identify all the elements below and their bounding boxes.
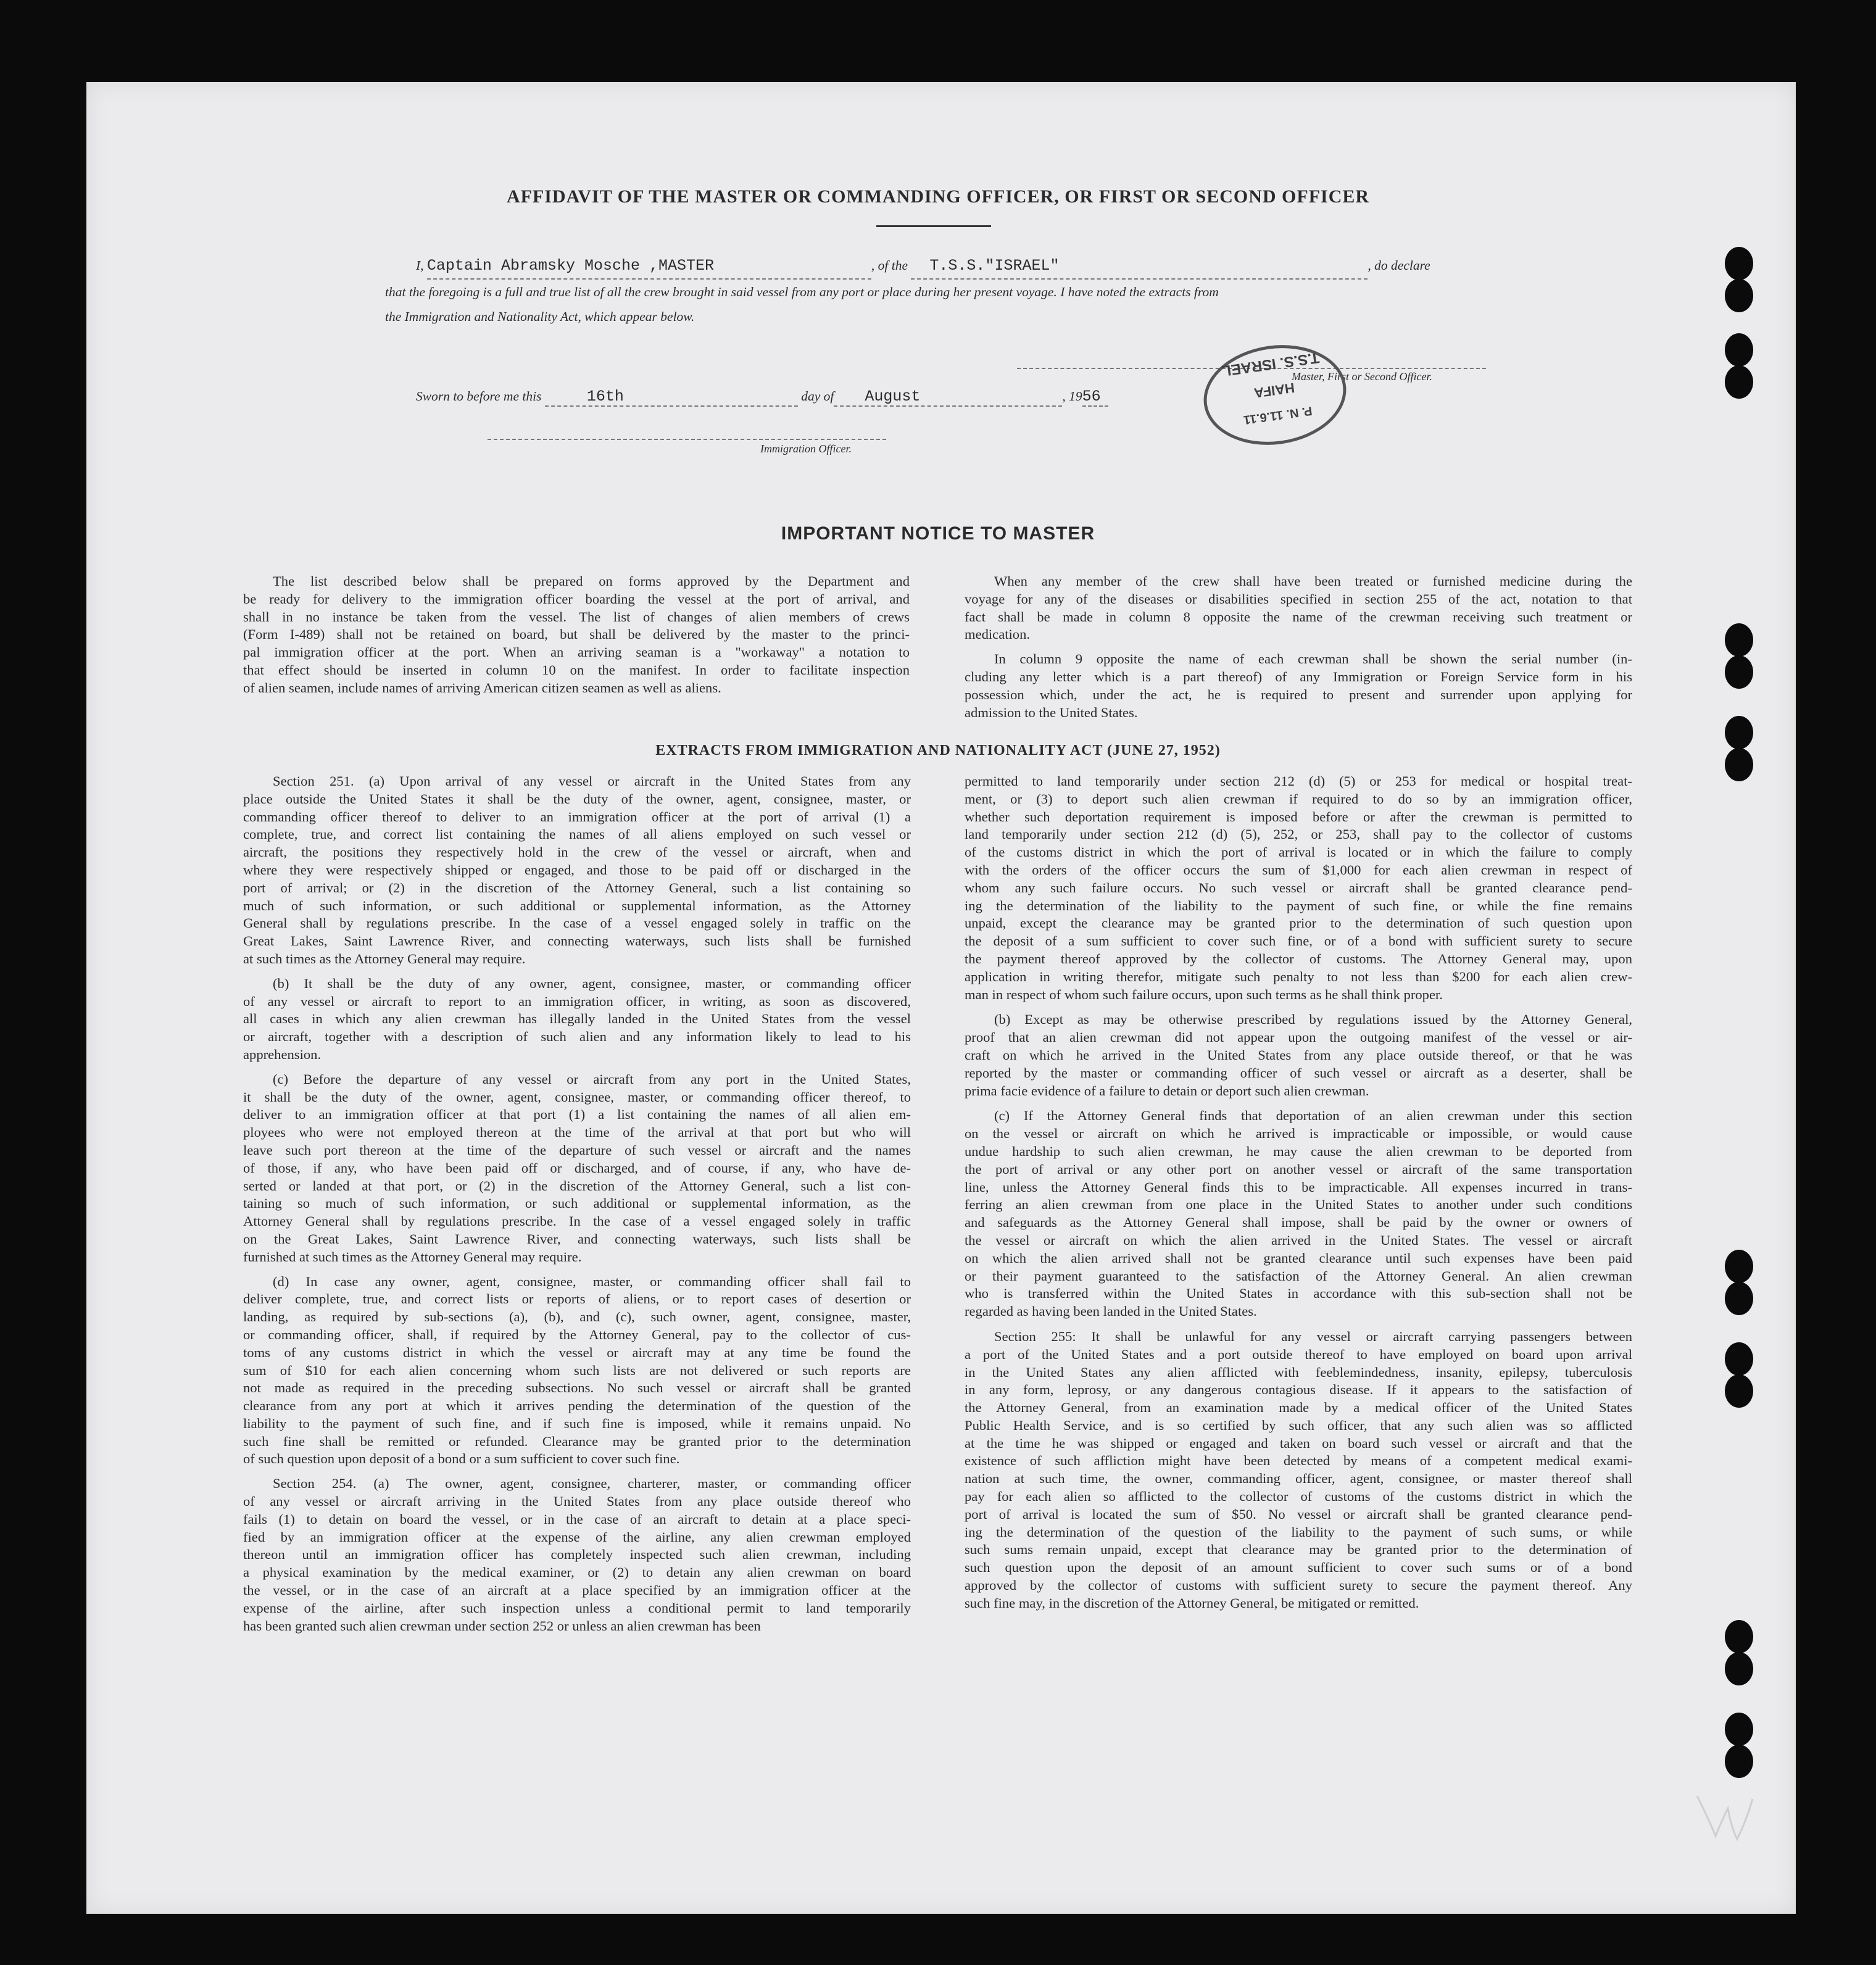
binder-hole bbox=[1725, 623, 1753, 692]
text-line: port of arrival; or (2) in the discretion of the Attorney General, such a list containing so bbox=[243, 879, 911, 895]
officer-signature-line bbox=[488, 439, 886, 440]
text-line: pay for each alien so afflicted to the collector of customs of the customs district in which the bbox=[965, 1489, 1632, 1505]
text-line: toms of any customs district in which the vessel or aircraft may at any time be found the bbox=[243, 1344, 911, 1360]
text-line: on the Great Lakes, Saint Lawrence River, and connecting waterways, such lists shall be bbox=[243, 1231, 911, 1247]
text-line: line, unless the Attorney General finds this to be impracticable. All expenses incurred in trans- bbox=[965, 1179, 1632, 1195]
declaration bbox=[385, 253, 1490, 329]
text-line: voyage for any of the diseases or disabilities specified in section 255 of the act, notation to that bbox=[965, 591, 1632, 607]
text-line: ment, or (3) to deport such alien crewman if required to do so by an immigration officer, bbox=[965, 791, 1632, 807]
text-line: liability to the payment of such fine, and if such fine is imposed, while it remains unpaid. No bbox=[243, 1415, 911, 1431]
text-line: shall in no instance be taken from the vessel. The list of changes of alien members of crews bbox=[243, 609, 910, 625]
text-line: leave such port thereon at the time of the departure of such vessel or aircraft and the names bbox=[243, 1142, 911, 1158]
text-line: (b) Except as may be otherwise prescribed by regulations issued by the Attorney General, bbox=[994, 1012, 1632, 1028]
paragraph bbox=[965, 773, 1632, 1003]
vessel-name: T.S.S."ISRAEL" bbox=[929, 257, 1060, 275]
paragraph bbox=[965, 573, 1632, 644]
text-line: that effect should be inserted in column 10 on the manifest. In order to facilitate inspection bbox=[243, 662, 910, 678]
text-line: expense of the airline, after such inspection unless a conditional permit to land temporarily bbox=[243, 1600, 911, 1616]
text-line: apprehension. bbox=[243, 1046, 322, 1062]
text-line: in the United States any alien afflicted with feeblemindedness, insanity, epilepsy, tuberculosis bbox=[965, 1364, 1632, 1380]
text-line: cluding any letter which is a part thereof) of any Immigration or Foreign Service form in his bbox=[965, 668, 1632, 684]
text-line: the vessel or aircraft on which the alien arrived in the United States. The vessel or aircraft bbox=[965, 1232, 1632, 1248]
text-line: the port of arrival or any other port on another vessel or aircraft of the same transportation bbox=[965, 1161, 1632, 1177]
text-line: such fine shall be remitted or refunded. Clearance may be granted prior to the determination bbox=[243, 1433, 911, 1449]
text-line: the vessel, or in the case of an aircraft at a place specified by an immigration officer at the bbox=[243, 1582, 911, 1598]
declaration-line-3: the Immigration and Nationality Act, which appear below. bbox=[385, 309, 695, 324]
text-line: much of such information, or such additional or supplemental information, as the Attorney bbox=[243, 897, 911, 913]
text-line: the Attorney General, from an examination made by a medical officer of the United States bbox=[965, 1400, 1632, 1416]
paragraph bbox=[243, 773, 911, 968]
title-divider bbox=[876, 225, 991, 227]
text-line: commanding officer thereof to deliver to an immigration officer at the port of arrival (1) a bbox=[243, 808, 911, 825]
text-line: sum of $10 for each alien concerning whom such lists are not delivered or such reports are bbox=[243, 1362, 911, 1378]
binder-hole bbox=[1725, 1342, 1753, 1411]
text-line: not made as required in the preceding subsections. No such vessel or aircraft shall be granted bbox=[243, 1380, 911, 1396]
text-line: in any form, leprosy, or any dangerous contagious disease. If it appears to the satisfaction of bbox=[965, 1382, 1632, 1398]
text-line: ployees who were not employed thereon at the time of the arrival at that port but who will bbox=[243, 1124, 911, 1140]
paragraph bbox=[243, 573, 910, 697]
text-line: (c) Before the departure of any vessel or aircraft from any port in the United States, bbox=[273, 1071, 911, 1087]
text-line: at such times as the Attorney General may require. bbox=[243, 950, 526, 966]
text-line: a physical examination by the medical examiner, or (2) to detain any alien crewman on board bbox=[243, 1564, 911, 1581]
text-line: Section 254. (a) The owner, agent, consignee, charterer, master, or commanding officer bbox=[273, 1476, 911, 1492]
text-line: has been granted such alien crewman under section 252 or unless an alien crewman has been bbox=[243, 1618, 761, 1634]
day-of-label: day of bbox=[801, 389, 834, 404]
text-line: Public Health Service, and is so certified by such officer, that any such alien was so afflicted bbox=[965, 1417, 1632, 1433]
text-line: on which the alien arrived shall not be granted clearance until such expenses have been paid bbox=[965, 1250, 1632, 1266]
sworn-month-field bbox=[834, 388, 1062, 407]
text-line: (Form I-489) shall not be retained on board, but shall be delivered by the master to the princi- bbox=[243, 626, 910, 642]
text-line: fact shall be made in column 8 opposite the name of the crewman receiving such treatment or bbox=[965, 609, 1632, 625]
sworn-month: August bbox=[865, 388, 921, 405]
text-line: application in writing therefor, mitigate such penalty to not less than $200 for each alien crew- bbox=[965, 968, 1632, 984]
do-declare-label: , do declare bbox=[1368, 258, 1430, 273]
of-the-label: , of the bbox=[871, 258, 908, 273]
text-line: the deposit of a sum sufficient to cover such fine, or of a bond with sufficient surety to secure bbox=[965, 933, 1632, 949]
text-line: craft on which he arrived in the United States from any place outside thereof, or that he was bbox=[965, 1047, 1632, 1063]
text-line: fails (1) to detain on board the vessel, or in the case of an aircraft to detain at a place speci- bbox=[243, 1511, 911, 1527]
binder-hole bbox=[1725, 1250, 1753, 1319]
text-line: In column 9 opposite the name of each crewman shall be shown the serial number (in- bbox=[994, 651, 1632, 667]
text-line: aircraft, the positions they respectively hold in the crew of the vessel or aircraft, when and bbox=[243, 844, 911, 860]
binder-hole bbox=[1725, 1620, 1753, 1689]
stamp-line-3: P. N. 11.6.11 bbox=[1242, 403, 1313, 427]
text-line: deliver to an immigration officer at that port (1) a list containing the names of all alien em- bbox=[243, 1107, 911, 1123]
text-line: deliver complete, true, and correct lists or reports of aliens, or to report cases of desertion or bbox=[243, 1291, 911, 1307]
declaration-prefix: I, bbox=[416, 258, 424, 273]
paragraph bbox=[965, 650, 1632, 721]
text-line: of the customs district in which the port of arrival is located or in which the failure to comply bbox=[965, 844, 1632, 860]
paragraph bbox=[965, 1107, 1632, 1321]
extracts-left-column bbox=[243, 773, 911, 1642]
notice-right-column bbox=[965, 573, 1632, 728]
extracts-right-column bbox=[965, 773, 1632, 1619]
text-line: and safeguards as the Attorney General shall impose, shall be paid by the owner or owners of bbox=[965, 1215, 1632, 1231]
text-line: whether such deportation requirement is imposed before or after the crewman is permitted to bbox=[965, 808, 1632, 825]
sworn-year: 56 bbox=[1082, 388, 1101, 405]
text-line: nation at such time, the owner, commanding officer, agent, consignee, or master thereof shall bbox=[965, 1471, 1632, 1487]
paragraph bbox=[243, 975, 911, 1064]
text-line: possession which, under the act, he is required to present and surrender upon applying for bbox=[965, 686, 1632, 702]
declaration-line-2: that the foregoing is a full and true list of all the crew brought in said vessel from any port or place during her present voyage. I have noted the extracts from bbox=[385, 285, 1219, 299]
text-line: be ready for delivery to the immigration officer boarding the vessel at the port of arrival, and bbox=[243, 591, 910, 607]
text-line: prima facie evidence of a failure to detain or deport such alien crewman. bbox=[965, 1082, 1369, 1099]
master-name-field bbox=[427, 253, 871, 280]
text-line: unpaid, except the clearance may be granted prior to the determination of such question upon bbox=[965, 915, 1632, 931]
text-line: complete, true, and correct list containing the names of all aliens employed on such vessel or bbox=[243, 826, 911, 842]
binder-hole bbox=[1725, 333, 1753, 402]
text-line: of any vessel or aircraft arriving in the United States from any place outside thereof who bbox=[243, 1493, 911, 1510]
text-line: such fine may, in the discretion of the Attorney General, be mitigated or remitted. bbox=[965, 1595, 1419, 1611]
text-line: port of arrival is located the sum of $50. No vessel or aircraft shall be granted clearance pend- bbox=[965, 1506, 1632, 1522]
stamp-line-2: HAIFA bbox=[1253, 380, 1296, 401]
text-line: permitted to land temporarily under section 212 (d) (5) or 253 for medical or hospital treat- bbox=[965, 773, 1632, 789]
text-line: Attorney General shall by regulations prescribe. In the case of a vessel engaged solely in traffic bbox=[243, 1213, 911, 1229]
paragraph bbox=[243, 1273, 911, 1469]
text-line: reported by the master or commanding officer of such vessel or aircraft as a deserter, shall be bbox=[965, 1065, 1632, 1081]
text-line: Section 255: It shall be unlawful for any vessel or aircraft carrying passengers between bbox=[994, 1328, 1632, 1344]
year-prefix: , 19 bbox=[1062, 389, 1082, 404]
text-line: ferring an alien crewman from one place in the United States to another under such conditions bbox=[965, 1197, 1632, 1213]
text-line: ing the determination of the question of the liability to the payment of such sums, or while bbox=[965, 1524, 1632, 1540]
text-line: When any member of the crew shall have been treated or furnished medicine during the bbox=[994, 573, 1632, 589]
text-line: with the orders of the officer occurs the sum of $1,000 for each alien crewman in respect of bbox=[965, 862, 1632, 878]
paragraph bbox=[243, 1475, 911, 1635]
master-name: Captain Abramsky Mosche ,MASTER bbox=[426, 257, 714, 275]
text-line: landing, as required by sub-sections (a), (b), and (c), such owner, agent, consignee, master, bbox=[243, 1309, 911, 1325]
text-line: whom any such failure occurs. No such vessel or aircraft shall be granted clearance pend- bbox=[965, 879, 1632, 895]
binder-hole bbox=[1725, 1713, 1753, 1782]
text-line: such sums remain unpaid, except that clearance may be granted prior to the determination of bbox=[965, 1542, 1632, 1558]
vessel-field bbox=[911, 253, 1368, 280]
text-line: (d) In case any owner, agent, consignee, master, or commanding officer shall fail to bbox=[273, 1273, 911, 1289]
text-line: clearance from any port at which it arrives pending the determination of the question of the bbox=[243, 1398, 911, 1414]
text-line: where they were respectively shipped or engaged, and those to be paid off or discharged in the bbox=[243, 862, 911, 878]
text-line: of alien seamen, include names of arriving American citizen seamen as well as aliens. bbox=[243, 679, 721, 696]
text-line: (c) If the Attorney General finds that deportation of an alien crewman under this section bbox=[994, 1108, 1632, 1124]
text-line: proof that an alien crewman did not appear upon the outgoing manifest of the vessel or air- bbox=[965, 1029, 1632, 1045]
text-line: pal immigration officer at the port. When an arriving seaman is a "workaway" a notation to bbox=[243, 644, 910, 660]
text-line: the payment thereof approved by the collector of customs. The Attorney General may, upon bbox=[965, 950, 1632, 966]
text-line: all cases in which any alien crewman has illegally landed in the United States from the vessel bbox=[243, 1011, 911, 1027]
text-line: on the vessel or aircraft on which he arrived is impracticable or impossible, or would cause bbox=[965, 1126, 1632, 1142]
text-line: fied by an immigration officer at the expense of the airline, any alien crewman employed bbox=[243, 1529, 911, 1545]
text-line: thereon until an immigration officer has completely inspected such alien crewman, including bbox=[243, 1547, 911, 1563]
paragraph bbox=[243, 1071, 911, 1266]
text-line: a port of the United States and a port outside thereof to have employed on board upon arrival bbox=[965, 1346, 1632, 1362]
sworn-day-field bbox=[545, 388, 798, 407]
text-line: furnished at such times as the Attorney General may require. bbox=[243, 1248, 582, 1265]
text-line: of such question upon deposit of a bond or a sum sufficient to cover such fine. bbox=[243, 1451, 680, 1467]
text-line: (b) It shall be the duty of any owner, agent, consignee, master, or commanding officer bbox=[273, 975, 911, 991]
sworn-year-field bbox=[1082, 388, 1108, 407]
text-line: General shall by regulations prescribe. In the case of a vessel engaged solely in traffic on the bbox=[243, 915, 911, 931]
text-line: man in respect of whom such failure occurs, upon such terms as he shall think proper. bbox=[965, 986, 1443, 1002]
affidavit-title: AFFIDAVIT OF THE MASTER OR COMMANDING OFFICER, OR FIRST OR SECOND OFFICER bbox=[506, 186, 1370, 207]
text-line: it shall be the duty of the owner, agent, consignee, master, or commanding officer thereof, to bbox=[243, 1089, 911, 1105]
text-line: of any vessel or aircraft to report to an immigration officer, in writing, as soon as discovered, bbox=[243, 993, 911, 1009]
sworn-statement bbox=[416, 388, 1108, 407]
text-line: or aircraft, together with a description of such alien and any information likely to lead to his bbox=[243, 1029, 911, 1045]
text-line: Section 251. (a) Upon arrival of any vessel or aircraft in the United States from any bbox=[273, 773, 911, 789]
text-line: at the time he was shipped or engaged and taken on board such vessel or aircraft and that the bbox=[965, 1435, 1632, 1451]
notice-left-column bbox=[243, 573, 910, 704]
text-line: or commanding officer, shall, if required by the Attorney General, pay to the collector of cus- bbox=[243, 1326, 911, 1342]
sworn-prefix: Sworn to before me this bbox=[416, 389, 542, 404]
text-line: The list described below shall be prepared on forms approved by the Department and bbox=[273, 573, 910, 589]
master-signature-label: Master, First or Second Officer. bbox=[1292, 370, 1432, 383]
text-line: who is transferred within the United States in accordance with this sub-section shall not be bbox=[965, 1286, 1632, 1302]
paragraph bbox=[965, 1328, 1632, 1613]
text-line: taining so much of such information, or such additional or supplemental information, as the bbox=[243, 1195, 911, 1211]
text-line: such question upon the deposit of an amount sufficient to cover such sums or of a bond bbox=[965, 1560, 1632, 1576]
extracts-title: EXTRACTS FROM IMMIGRATION AND NATIONALITY ACT (JUNE 27, 1952) bbox=[655, 742, 1221, 758]
text-line: serted or landed at that port, or (2) in the discretion of the Attorney General, such a list con- bbox=[243, 1178, 911, 1194]
paragraph bbox=[965, 1011, 1632, 1100]
declaration-line-1 bbox=[385, 253, 1490, 280]
text-line: undue hardship to such alien crewman, he may cause the alien crewman to be deported from bbox=[965, 1143, 1632, 1159]
binder-hole bbox=[1725, 247, 1753, 316]
handwritten-mark bbox=[1691, 1784, 1765, 1851]
stamp-line-1: T.S.S. ISRAEL bbox=[1221, 349, 1321, 380]
text-line: admission to the United States. bbox=[965, 704, 1138, 720]
text-line: or their payment guaranteed to the satisfaction of the Attorney General. An alien crewman bbox=[965, 1268, 1632, 1284]
text-line: ing the determination of the liability to the payment of such fine, or while the fine remains bbox=[965, 897, 1632, 913]
text-line: land temporarily under section 212 (d) (5), 252, or 253, shall pay to the collector of customs bbox=[965, 826, 1632, 842]
text-line: of those, if any, who have been paid off or discharged, and of course, if any, who have de- bbox=[243, 1160, 911, 1176]
text-line: Great Lakes, Saint Lawrence River, and connecting waterways, such lists shall be furnished bbox=[243, 933, 911, 949]
text-line: approved by the collector of customs with sufficient surety to secure the payment thereof. Any bbox=[965, 1577, 1632, 1593]
notice-title: IMPORTANT NOTICE TO MASTER bbox=[781, 523, 1095, 544]
sworn-day: 16th bbox=[586, 388, 624, 405]
text-line: existence of such affliction might have been detected by means of a competent medical exami- bbox=[965, 1453, 1632, 1469]
text-line: medication. bbox=[965, 626, 1031, 642]
officer-signature-label: Immigration Officer. bbox=[760, 442, 852, 455]
text-line: place outside the United States it shall be the duty of the owner, agent, consignee, master, or bbox=[243, 791, 911, 807]
text-line: regarded as having been landed in the United States. bbox=[965, 1303, 1257, 1319]
